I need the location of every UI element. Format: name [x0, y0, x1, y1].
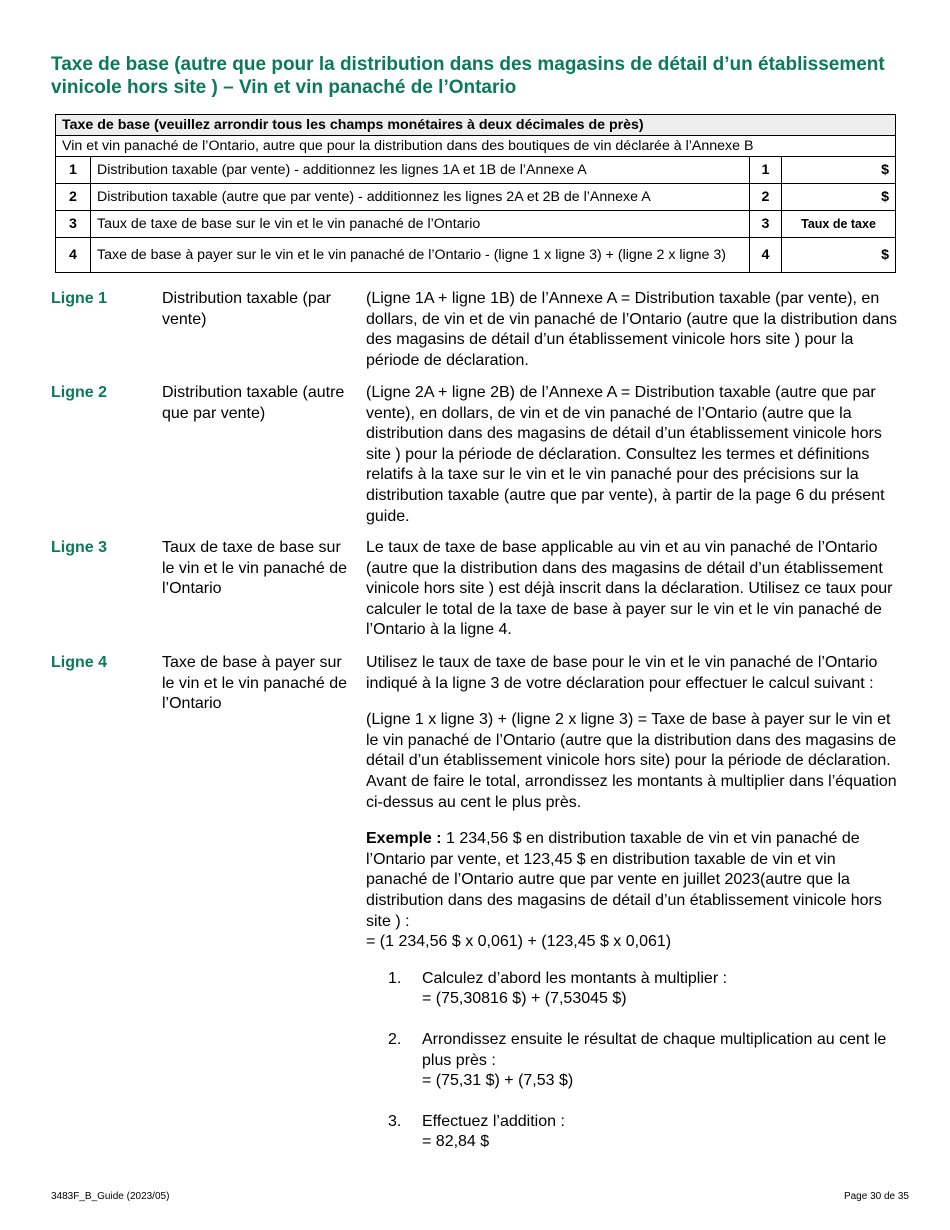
step-number: 2. [388, 1030, 402, 1048]
line-label: Ligne 4 [51, 654, 108, 671]
line-name: Distribution taxable (autre que par vente) [162, 384, 345, 422]
step-number: 3. [388, 1112, 402, 1130]
line-description [366, 653, 901, 1173]
table-row-2 [56, 184, 896, 211]
basic-tax-table [55, 114, 896, 273]
line-description: (Ligne 1A + ligne 1B) de l’Annexe A = Distribution taxable (par vente), en dollars, de vin et de vin panaché de l’Ontario (autre que la distribution dans des magasins de détail d’un établissement vinicole hors site ) pour la période de déclaration. [366, 290, 897, 369]
row-tax-rate-field: Taux de taxe [782, 211, 896, 238]
step-result: = (75,30816 $) + (7,53045 $) [422, 990, 627, 1008]
footer-page-number: Page 30 de 35 [843, 1191, 909, 1202]
table-header: Taxe de base (veuillez arrondir tous les champs monétaires à deux décimales de près) [56, 115, 896, 136]
step-result: = 82,84 $ [422, 1133, 490, 1151]
line-description: Le taux de taxe de base applicable au vin et au vin panaché de l’Ontario (autre que la distribution dans des magasins de détail d’un établissement vinicole hors site ) est déjà inscrit dans la déclaration. Utilisez ce taux pour calculer le total de la taxe de base à payer sur le vin et le vin panaché de l’Ontario à la ligne 4. [366, 539, 893, 639]
step-result: = (75,31 $) + (7,53 $) [422, 1072, 574, 1090]
row-box-number: 2 [750, 184, 782, 211]
table-row-4 [56, 238, 896, 273]
list-item [366, 1112, 901, 1153]
line-description: (Ligne 2A + ligne 2B) de l’Annexe A = Distribution taxable (autre que par vente), en dollars, de vin et de vin panaché de l’Ontario (autre que la distribution dans des magasins de détail d’un établissement vinicole hors site ) pour la période de déclaration. Consultez les termes et définitions relatifs à la taxe sur le vin et le vin panaché pour des précisions sur la distribution taxable (autre que par vente), à partir de la page 6 du présent guide. [366, 384, 885, 525]
row-box-number: 3 [750, 211, 782, 238]
line-label: Ligne 3 [51, 539, 108, 556]
row-box-number: 4 [750, 238, 782, 273]
line-name: Taxe de base à payer sur le vin et le vin panaché de l’Ontario [162, 654, 348, 713]
row-number: 4 [56, 238, 91, 273]
footer-form-code: 3483F_B_Guide (2023/05) [51, 1191, 170, 1202]
list-item [366, 969, 901, 1010]
calculation-steps [366, 969, 901, 1153]
example-text: 1 234,56 $ en distribution taxable de vin et vin panaché de l’Ontario par vente, et 123,45 $ en distribution taxable de vin et vin panaché de l’Ontario autre que par vente en juillet 2023(autre que la distribution dans des magasins de détail d’un établissement vinicole hors site ) : [366, 830, 882, 930]
page-title: Taxe de base (autre que pour la distribution dans des magasins de détail d’un établissement vinicole hors site ) – Vin et vin panaché de l’Ontario [51, 54, 885, 98]
formula-paragraph: (Ligne 1 x ligne 3) + (ligne 2 x ligne 3) = Taxe de base à payer sur le vin et le vin panaché de l’Ontario (autre que la distribution dans des magasins de détail d’un établissement vinicole hors site) pour la période de déclaration. Avant de faire le total, arrondissez les montants à multiplier dans l’équation ci-dessus au cent le plus près. [366, 711, 897, 811]
row-number: 3 [56, 211, 91, 238]
step-number: 1. [388, 969, 402, 987]
line-name: Distribution taxable (par vente) [162, 290, 331, 328]
line-label: Ligne 1 [51, 290, 108, 307]
row-amount-field[interactable]: $ [782, 157, 896, 184]
table-subheader-row [56, 136, 896, 157]
row-number: 1 [56, 157, 91, 184]
table-header-row [56, 115, 896, 136]
row-label: Distribution taxable (par vente) - additionnez les lignes 1A et 1B de l’Annexe A [91, 157, 750, 184]
step-text: Arrondissez ensuite le résultat de chaque multiplication au cent le plus près : [422, 1030, 887, 1069]
step-text: Calculez d’abord les montants à multiplier : [422, 969, 728, 987]
row-number: 2 [56, 184, 91, 211]
list-item [366, 1030, 901, 1092]
table-row-1 [56, 157, 896, 184]
row-label: Distribution taxable (autre que par vente) - additionnez les lignes 2A et 2B de l’Annexe A [91, 184, 750, 211]
row-label: Taux de taxe de base sur le vin et le vin panaché de l’Ontario [91, 211, 750, 238]
row-box-number: 1 [750, 157, 782, 184]
row-amount-field[interactable]: $ [782, 238, 896, 273]
line-name: Taux de taxe de base sur le vin et le vin panaché de l’Ontario [162, 539, 348, 598]
step-text: Effectuez l’addition : [422, 1112, 565, 1130]
example-paragraph [366, 829, 901, 953]
instruction-paragraph: Utilisez le taux de taxe de base pour le vin et le vin panaché de l’Ontario indiqué à la ligne 3 de votre déclaration pour effectuer le calcul suivant : [366, 654, 878, 692]
line-label: Ligne 2 [51, 384, 108, 401]
example-label: Exemple : [366, 830, 442, 848]
example-formula: = (1 234,56 $ x 0,061) + (123,45 $ x 0,061) [366, 933, 672, 951]
table-subheader: Vin et vin panaché de l’Ontario, autre que pour la distribution dans des boutiques de vin déclarée à l’Annexe B [56, 136, 896, 157]
row-label: Taxe de base à payer sur le vin et le vin panaché de l’Ontario - (ligne 1 x ligne 3) + (ligne 2 x ligne 3) [91, 238, 750, 273]
table-row-3 [56, 211, 896, 238]
row-amount-field[interactable]: $ [782, 184, 896, 211]
